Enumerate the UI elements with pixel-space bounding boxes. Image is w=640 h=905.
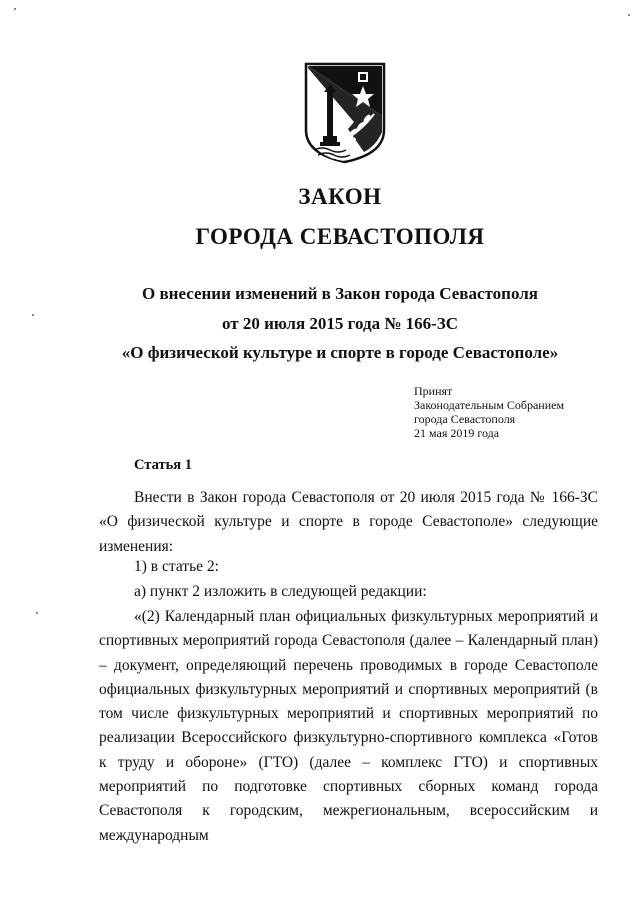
adoption-line: Принят [414, 384, 453, 398]
intro-paragraph [99, 486, 598, 559]
quoted-paragraph [99, 605, 598, 848]
city-title: ГОРОДА СЕВАСТОПОЛЯ [195, 224, 485, 249]
adoption-line: города Севастополя [414, 412, 516, 426]
heading-line-2: от 20 июля 2015 года № 166-ЗС [221, 314, 459, 333]
adoption-block [414, 384, 564, 440]
quote-text: «(2) Календарный план официальных физкультурных мероприятий и спортивных мероприятий города Севастополя (далее – Календарный план) – документ, определяющий перечень проводимых в городе Севастополе официальных физкультурных мероприятий и спортивных мероприятий (в том числе физкультурных мероприятий и спортивных мероприятий по реализации Всероссийского физкультурно-спортивного комплекса «Готов к труду и обороне» (ГТО) (далее – комплекс ГТО) и спортивных мероприятий по подготовке спортивных сборных команд города Севастополя к городским, межрегиональным, всероссийским и международным [99, 608, 598, 844]
adoption-date: 21 мая 2019 года [414, 426, 500, 440]
heading-line-1: О внесении изменений в Закон города Севастополя [142, 284, 538, 303]
heading-line-3: «О физической культуре и спорте в городе Севастополе» [121, 343, 559, 362]
law-title: ЗАКОН [298, 184, 382, 209]
article-title: Статья 1 [134, 457, 192, 473]
list-item: а) пункт 2 изложить в следующей редакции: [134, 583, 427, 600]
intro-text: Внести в Закон города Севастополя от 20 июля 2015 года № 166-ЗС «О физической культуре и спорте в городе Севастополе» следующие изменения: [99, 489, 598, 555]
adoption-line: Законодательным Собранием [414, 398, 565, 412]
scan-speck [628, 14, 630, 16]
sevastopol-coat-of-arms-icon [304, 62, 386, 164]
list-item: 1) в статье 2: [134, 558, 219, 575]
scan-speck [36, 612, 38, 614]
scan-speck [14, 8, 16, 10]
